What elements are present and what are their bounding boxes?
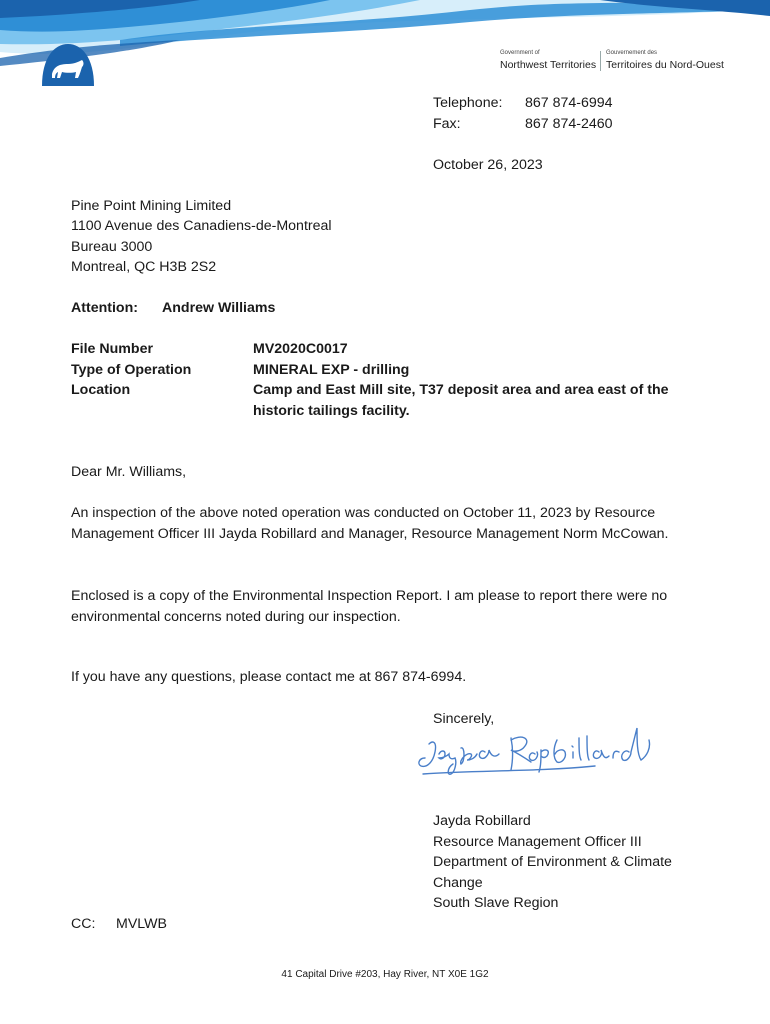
recipient-line: Bureau 3000 [71,239,153,255]
file-number-label: File Number [71,341,153,357]
attention-name: Andrew Williams [162,300,276,316]
letterhead-banner [0,0,770,90]
signatory-department: Department of Environment & Climate [433,854,672,870]
signatory-title: Resource Management Officer III [433,834,642,850]
polar-bear-logo [38,40,98,86]
location-label: Location [71,382,131,398]
recipient-line: Pine Point Mining Limited [71,198,232,214]
salutation: Dear Mr. Williams, [71,464,187,480]
attention-label: Attention: [71,300,138,316]
recipient-line: 1100 Avenue des Canadiens-de-Montreal [71,218,332,234]
body-paragraph: An inspection of the above noted operation was conducted on October 11, 2023 by Resource Management Officer III Jayda Robillard and Manager, Resource Management Norm McCowan. [71,505,669,542]
file-number-value: MV2020C0017 [253,341,348,357]
operation-label: Type of Operation [71,362,192,378]
body-paragraph: Enclosed is a copy of the Environmental Inspection Report. I am please to report there were no environmental concerns noted during our inspection. [71,588,668,625]
fax-label: Fax: [433,116,461,132]
body-paragraph: If you have any questions, please contact me at 867 874-6994. [71,669,467,685]
fax-value: 867 874-2460 [525,116,613,132]
telephone-value: 867 874-6994 [525,95,613,111]
cc-label: CC: [71,916,96,932]
signatory-department-cont: Change [433,875,483,891]
location-value-line2: historic tailings facility. [253,403,410,419]
gov-en-small: Government of [500,50,540,56]
closing: Sincerely, [433,711,495,727]
wave-graphic [0,0,770,90]
operation-value: MINERAL EXP - drilling [253,362,410,378]
telephone-label: Telephone: [433,95,503,111]
recipient-line: Montreal, QC H3B 2S2 [71,259,217,275]
signatory-region: South Slave Region [433,895,559,911]
letter-date: October 26, 2023 [433,157,543,173]
wordmark-divider [600,51,601,71]
gov-fr: Territoires du Nord-Ouest [606,59,724,71]
gov-en: Northwest Territories [500,59,597,71]
location-value-line1: Camp and East Mill site, T37 deposit area and area east of the [253,382,669,398]
signatory-name: Jayda Robillard [433,813,531,829]
gov-fr-small: Gouvernement des [606,50,658,56]
handwritten-signature [415,718,665,793]
footer-address: 41 Capital Drive #203, Hay River, NT X0E 1G2 [281,969,489,980]
cc-value: MVLWB [116,916,167,932]
